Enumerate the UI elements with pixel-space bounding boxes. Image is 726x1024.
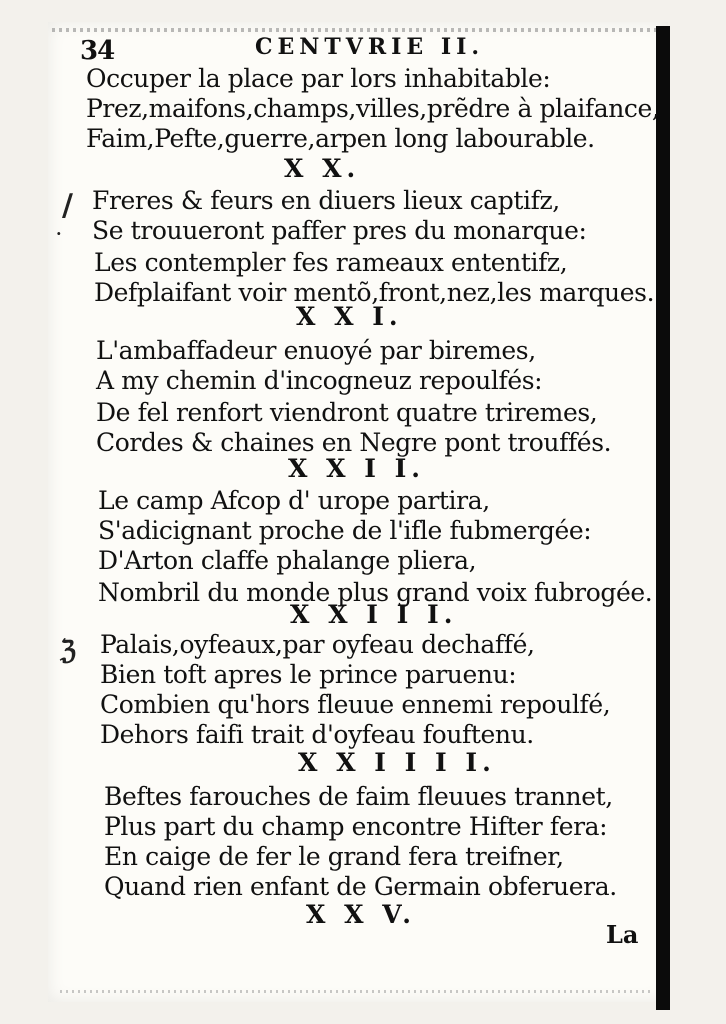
verse-line: D'Arton claffe phalange pliera, <box>98 546 477 575</box>
page-edge-shadow <box>656 26 670 1010</box>
verse-line: Beftes farouches de faim fleuues trannet, <box>104 782 613 811</box>
page-number: 34 <box>80 36 115 66</box>
quatrain-number: X X V. <box>306 900 416 929</box>
verse-line: Dehors faifi trait d'oyfeau fouftenu. <box>100 720 534 749</box>
verse-line: Prez,maifons,champs,villes,prẽdre à plaifance, <box>86 94 660 123</box>
verse-line: Le camp Afcop d' urope partira, <box>98 486 490 515</box>
page-bottom-edge <box>60 990 650 993</box>
verse-line: Occuper la place par lors inhabitable: <box>86 64 551 93</box>
verse-line: Bien toft apres le prince paruenu: <box>100 660 517 689</box>
verse-line: Freres & feurs en diuers lieux captifz, <box>92 186 560 215</box>
quatrain-number: X X I I. <box>288 454 425 483</box>
quatrain-number: X X. <box>284 154 361 183</box>
verse-line: Plus part du champ encontre Hifter fera: <box>104 812 608 841</box>
verse-line: Combien qu'hors fleuue ennemi repoulfé, <box>100 690 611 719</box>
verse-line: Quand rien enfant de Germain obferuera. <box>104 872 617 901</box>
margin-mark: / <box>62 188 73 223</box>
verse-line: Cordes & chaines en Negre pont trouffés. <box>96 428 612 457</box>
verse-line: A my chemin d'incogneuz repoulfés: <box>96 366 543 395</box>
margin-mark: ℨ <box>60 636 77 666</box>
quatrain-number: X X I I I. <box>290 600 458 629</box>
quatrain-number: X X I I I I. <box>298 748 496 777</box>
verse-line: L'ambaffadeur enuoyé par biremes, <box>96 336 536 365</box>
margin-mark: · <box>56 224 62 243</box>
verse-line: Defplaifant voir mentõ,front,nez,les marques. <box>94 278 655 307</box>
catchword: La <box>606 920 639 949</box>
verse-line: De fel renfort viendront quatre triremes, <box>96 398 598 427</box>
verse-line: Les contempler fes rameaux ententifz, <box>94 248 568 277</box>
verse-line: Se trouueront paffer pres du monarque: <box>92 216 587 245</box>
running-head: CENTVRIE II. <box>255 34 485 60</box>
verse-line: Faim,Pefte,guerre,arpen long labourable. <box>86 124 595 153</box>
verse-line: Nombril du monde plus grand voix fubrogée. <box>98 578 653 607</box>
verse-line: S'adicignant proche de l'ifle fubmergée: <box>98 516 592 545</box>
verse-line: En caige de fer le grand fera treifner, <box>104 842 564 871</box>
quatrain-number: X X I. <box>296 302 403 331</box>
verse-line: Palais,oyfeaux,par oyfeau dechaffé, <box>100 630 535 659</box>
